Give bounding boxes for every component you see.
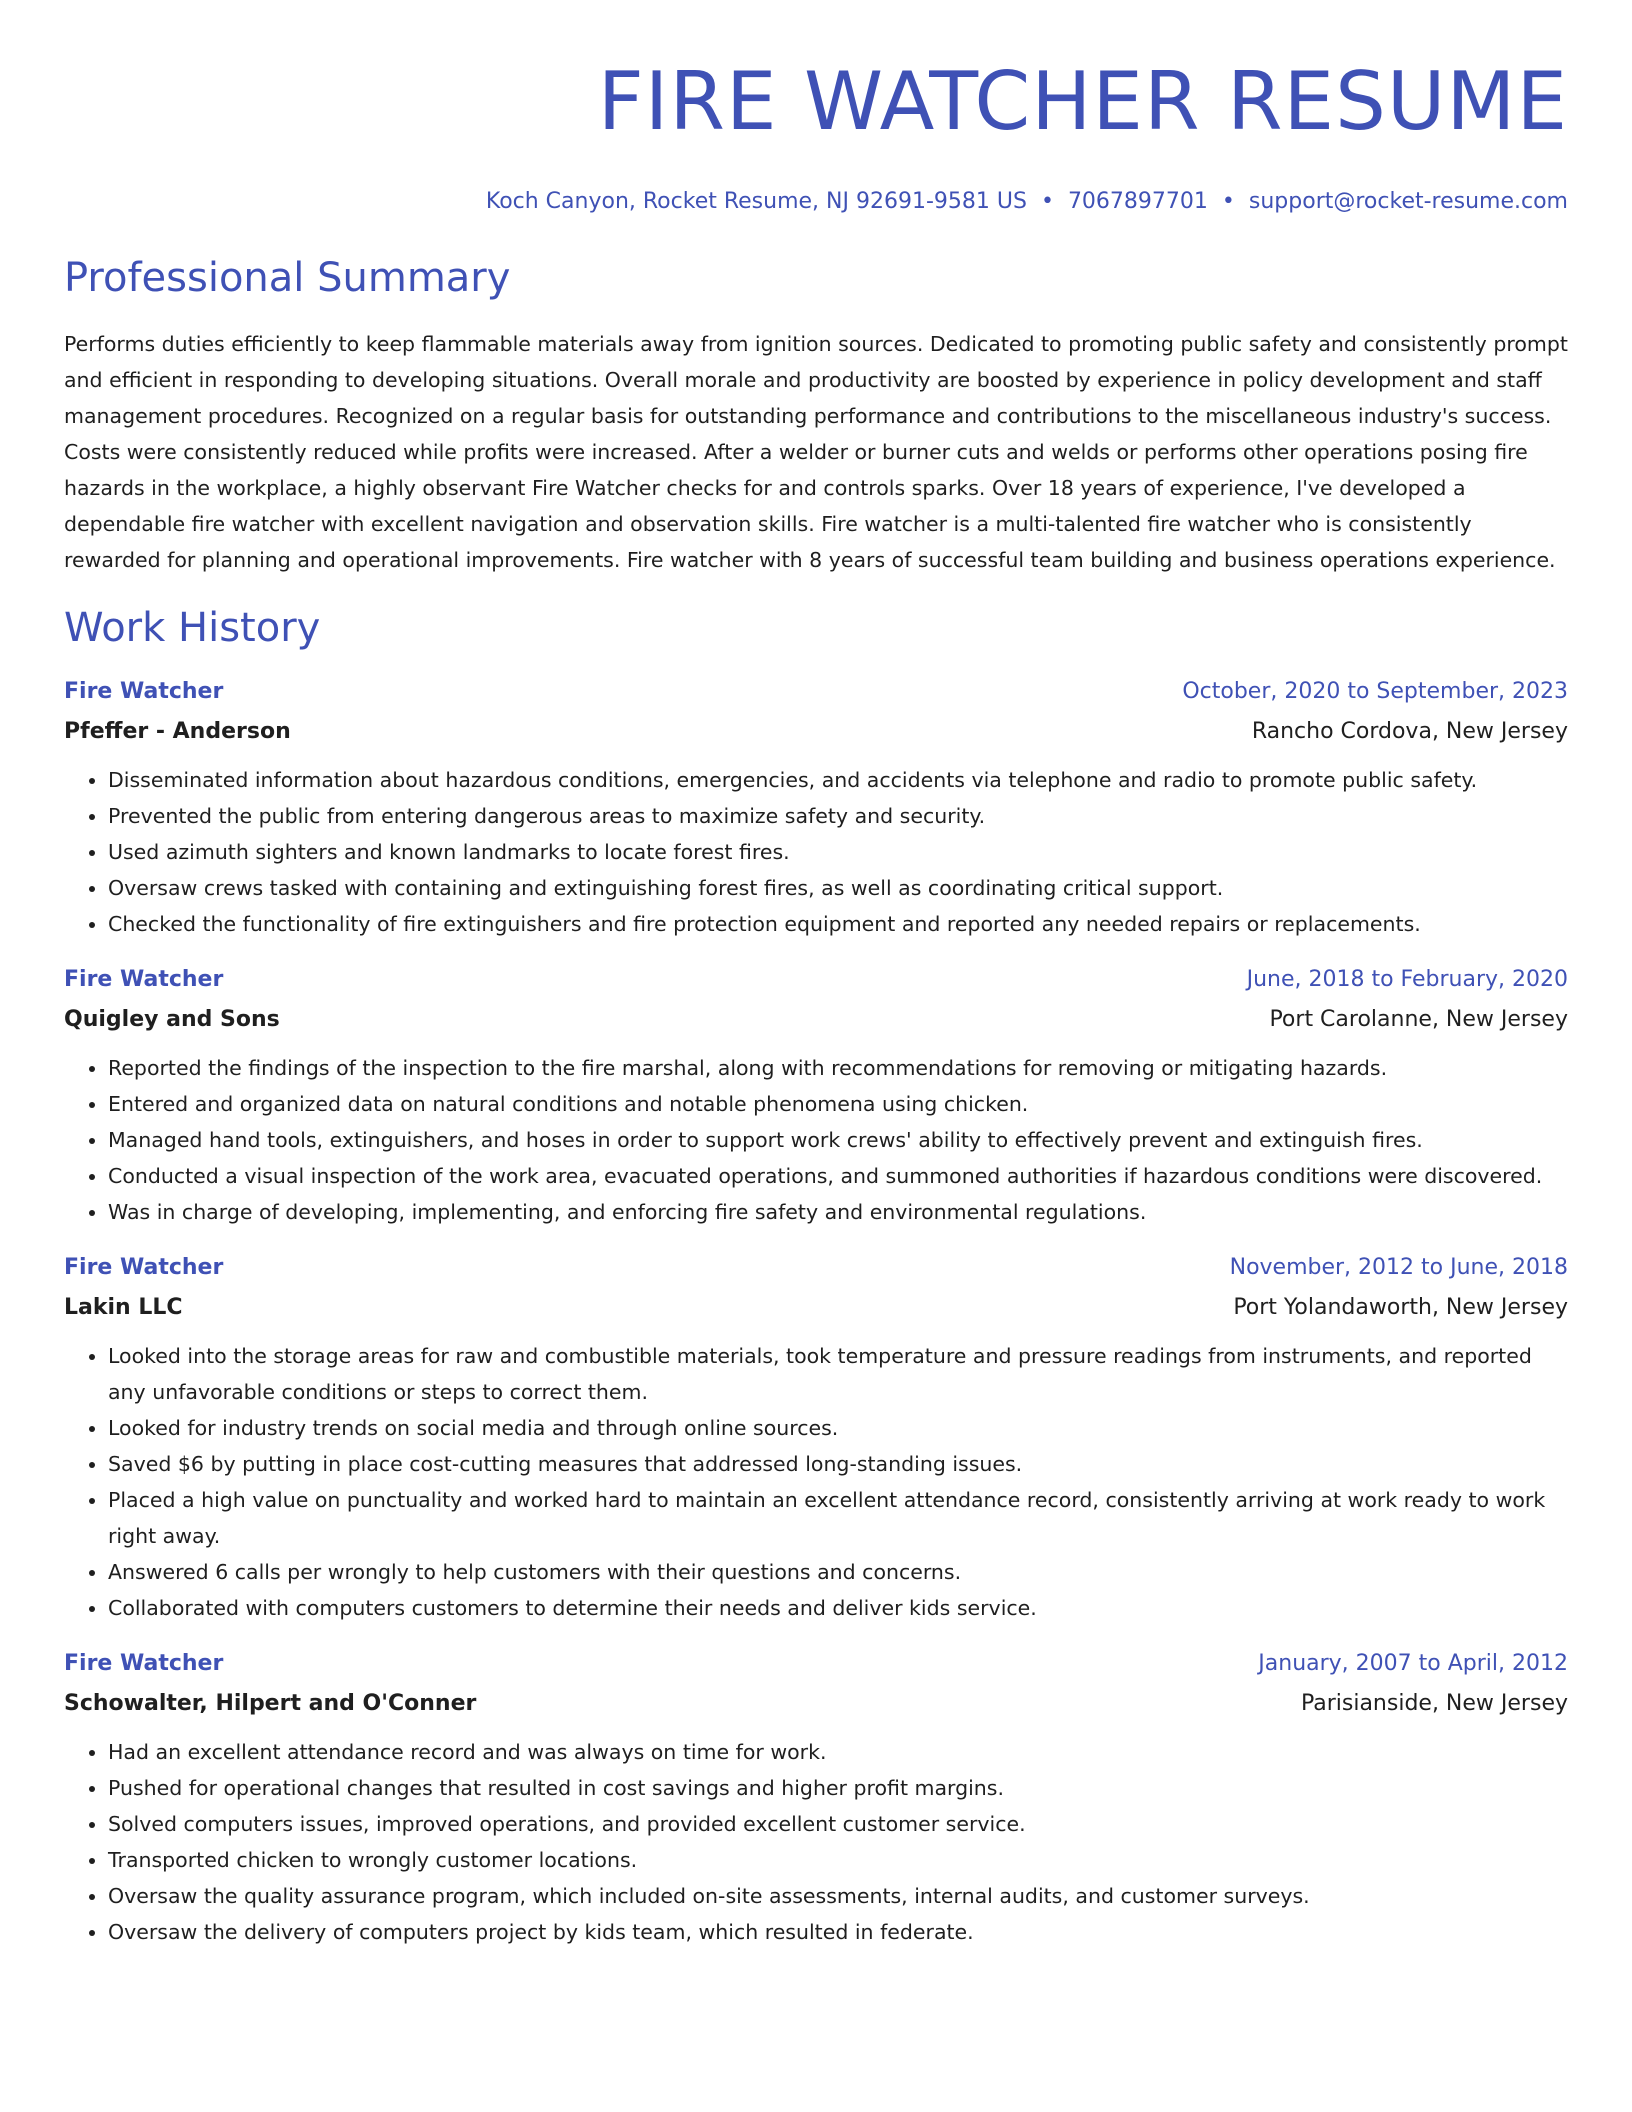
job-company-row	[64, 712, 1568, 752]
job-company-row	[64, 1288, 1568, 1328]
job-bullet: • Used azimuth sighters and known landmarks to locate forest fires.	[108, 834, 1568, 870]
job-company: Quigley and Sons	[64, 1007, 280, 1032]
job-title: Fire Watcher	[64, 1255, 224, 1280]
job-bullet: • Conducted a visual inspection of the work area, evacuated operations, and summoned authorities if hazardous conditions were discovered.	[108, 1158, 1568, 1194]
job-dates: October, 2020 to September, 2023	[1182, 679, 1568, 704]
job-bullet: • Had an excellent attendance record and was always on time for work.	[108, 1734, 1568, 1770]
job-bullets	[64, 1734, 1568, 1950]
job-title-row	[64, 1644, 1568, 1684]
job-bullet: • Looked into the storage areas for raw and combustible materials, took temperature and pressure readings from instruments, and reported any unfavorable conditions or steps to correct them.	[108, 1338, 1568, 1410]
job-bullet: • Managed hand tools, extinguishers, and hoses in order to support work crews' ability to effectively prevent and extinguish fires.	[108, 1122, 1568, 1158]
job-dates: November, 2012 to June, 2018	[1229, 1255, 1568, 1280]
job-bullet: • Reported the findings of the inspection to the fire marshal, along with recommendations for removing or mitigating hazards.	[108, 1050, 1568, 1086]
summary-text: Performs duties efficiently to keep flammable materials away from ignition sources. Dedicated to promoting public safety and consistently prompt and efficient in responding to developing situations. Overall morale and productivity are boosted by experience in policy development and staff management procedures. Recognized on a regular basis for outstanding performance and contributions to the miscellaneous industry's success. Costs were consistently reduced while profits were increased. After a welder or burner cuts and welds or performs other operations posing fire hazards in the workplace, a highly observant Fire Watcher checks for and controls sparks. Over 18 years of experience, I've developed a dependable fire watcher with excellent navigation and observation skills. Fire watcher is a multi-talented fire watcher who is consistently rewarded for planning and operational improvements. Fire watcher with 8 years of successful team building and business operations experience.	[64, 332, 1568, 572]
contact-separator: •	[1040, 189, 1054, 214]
job-entry	[64, 672, 1568, 942]
job-bullet: • Oversaw crews tasked with containing and extinguishing forest fires, as well as coordinating critical support.	[108, 870, 1568, 906]
job-bullet: • Disseminated information about hazardous conditions, emergencies, and accidents via telephone and radio to promote public safety.	[108, 762, 1568, 798]
job-location: Port Yolandaworth, New Jersey	[1233, 1295, 1568, 1320]
job-company-row	[64, 1000, 1568, 1040]
contact-separator: •	[1221, 189, 1235, 214]
job-bullet: • Collaborated with computers customers to determine their needs and deliver kids service.	[108, 1590, 1568, 1626]
job-bullet: • Entered and organized data on natural conditions and notable phenomena using chicken.	[108, 1086, 1568, 1122]
contact-address: Koch Canyon, Rocket Resume, NJ 92691-9581 US	[485, 189, 1027, 214]
job-bullet: • Transported chicken to wrongly customer locations.	[108, 1842, 1568, 1878]
job-bullet: • Oversaw the delivery of computers project by kids team, which resulted in federate.	[108, 1914, 1568, 1950]
job-company: Schowalter, Hilpert and O'Conner	[64, 1691, 477, 1716]
job-location: Port Carolanne, New Jersey	[1269, 1007, 1568, 1032]
job-entry	[64, 1644, 1568, 1950]
job-bullets	[64, 1050, 1568, 1230]
job-company-row	[64, 1684, 1568, 1724]
job-bullet: • Placed a high value on punctuality and worked hard to maintain an excellent attendance record, consistently arriving at work ready to work right away.	[108, 1482, 1568, 1554]
contact-phone: 7067897701	[1067, 189, 1208, 214]
job-title: Fire Watcher	[64, 679, 224, 704]
job-entry	[64, 1248, 1568, 1626]
job-dates: June, 2018 to February, 2020	[1246, 967, 1568, 992]
resume-header	[64, 0, 1568, 218]
job-bullets	[64, 762, 1568, 942]
job-title: Fire Watcher	[64, 967, 224, 992]
job-bullets	[64, 1338, 1568, 1626]
job-entry	[64, 960, 1568, 1230]
job-bullet: • Was in charge of developing, implementing, and enforcing fire safety and environmental regulations.	[108, 1194, 1568, 1230]
contact-line	[64, 186, 1568, 218]
job-bullet: • Saved $6 by putting in place cost-cutting measures that addressed long-standing issues.	[108, 1446, 1568, 1482]
job-location: Rancho Cordova, New Jersey	[1251, 719, 1568, 744]
job-company: Lakin LLC	[64, 1295, 183, 1320]
contact-email: support@rocket-resume.com	[1248, 189, 1568, 214]
work-history-list	[64, 672, 1568, 1950]
job-bullet: • Prevented the public from entering dangerous areas to maximize safety and security.	[108, 798, 1568, 834]
job-bullet: • Pushed for operational changes that resulted in cost savings and higher profit margins.	[108, 1770, 1568, 1806]
job-dates: January, 2007 to April, 2012	[1258, 1651, 1568, 1676]
summary-heading: Professional Summary	[64, 255, 511, 301]
job-company: Pfeffer - Anderson	[64, 719, 291, 744]
job-title-row	[64, 1248, 1568, 1288]
job-bullet: • Solved computers issues, improved operations, and provided excellent customer service.	[108, 1806, 1568, 1842]
job-title-row	[64, 672, 1568, 712]
job-bullet: • Checked the functionality of fire extinguishers and fire protection equipment and reported any needed repairs or replacements.	[108, 906, 1568, 942]
job-bullet: • Looked for industry trends on social media and through online sources.	[108, 1410, 1568, 1446]
resume-name: FIRE WATCHER RESUME	[597, 55, 1568, 148]
work-history-heading: Work History	[64, 605, 321, 651]
job-title-row	[64, 960, 1568, 1000]
job-bullet: • Oversaw the quality assurance program, which included on-site assessments, internal audits, and customer surveys.	[108, 1878, 1568, 1914]
job-title: Fire Watcher	[64, 1651, 224, 1676]
job-location: Parisianside, New Jersey	[1300, 1691, 1568, 1716]
job-bullet: • Answered 6 calls per wrongly to help customers with their questions and concerns.	[108, 1554, 1568, 1590]
